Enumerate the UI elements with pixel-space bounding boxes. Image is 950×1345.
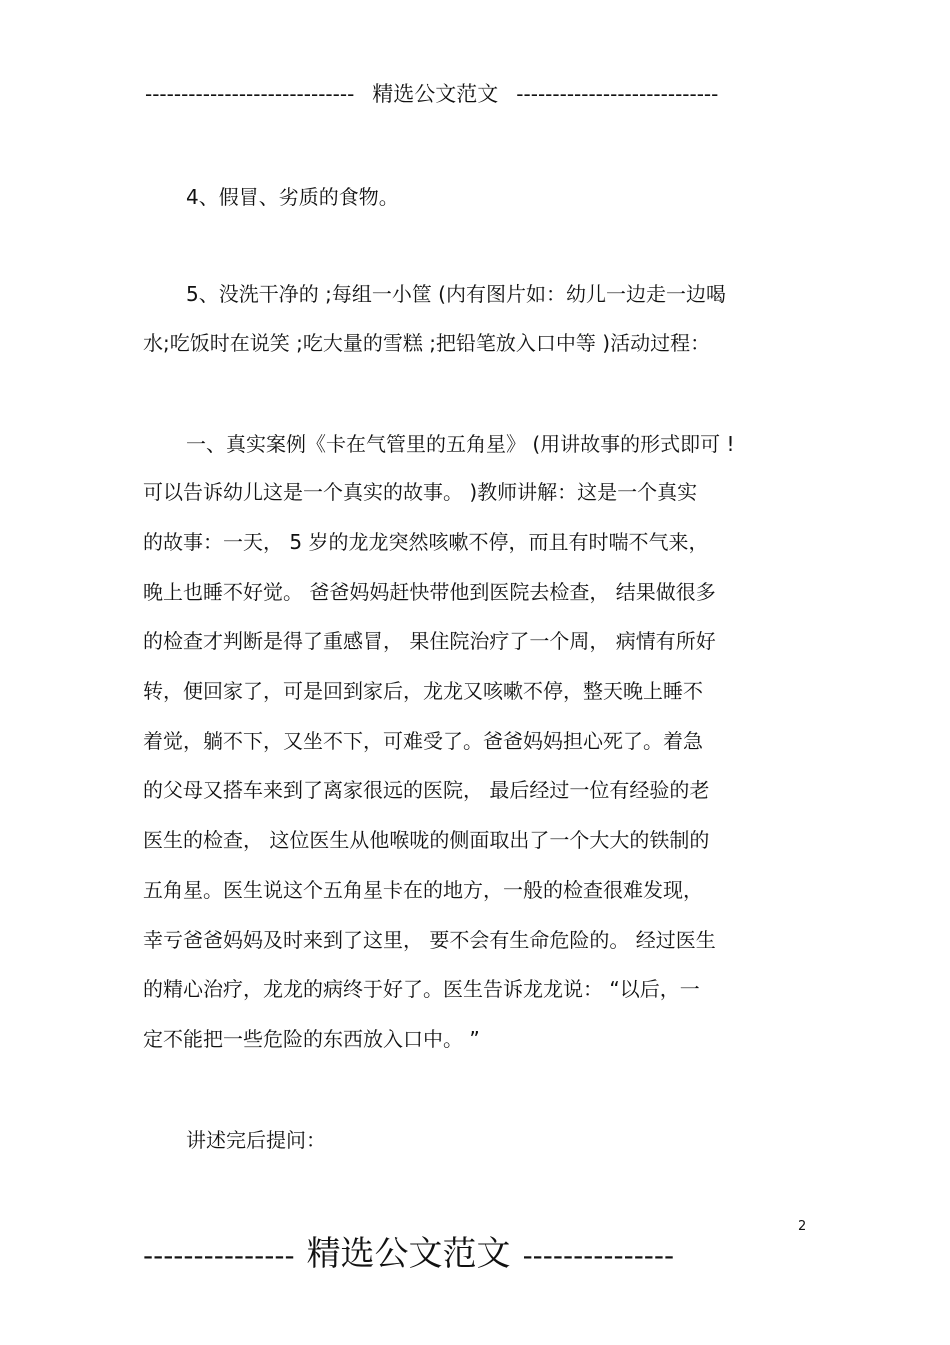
body-text-line: 转，便回家了，可是回到家后，龙龙又咳嗽不停，整天晚上睡不 [143,679,703,703]
body-text-line: 定不能把一些危险的东西放入口中。 ” [143,1027,480,1051]
header-dash-left: ----------------------------- [145,82,355,106]
page-footer [143,1226,674,1275]
body-text-line: 水;吃饭时在说笑 ;吃大量的雪糕 ;把铅笔放入口中等 )活动过程： [143,331,711,355]
body-text-line: 的父母又搭车来到了离家很远的医院， 最后经过一位有经验的老 [143,778,710,802]
body-text-line: 可以告诉幼儿这是一个真实的故事。 )教师讲解：这是一个真实 [143,480,698,504]
body-text-line: 的故事：一天， 5 岁的龙龙突然咳嗽不停，而且有时喘不气来， [143,530,709,554]
body-text-line: 着觉，躺不下，又坐不下，可难受了。爸爸妈妈担心死了。着急 [143,729,703,753]
body-text-line: 幸亏爸爸妈妈及时来到了这里， 要不会有生命危险的。 经过医生 [143,928,716,952]
header-title: 精选公文范文 [372,82,499,106]
body-text-line: 4、假冒、劣质的食物。 [186,185,399,209]
footer-title: 精选公文范文 [306,1234,511,1274]
body-text-line: 晚上也睡不好觉。 爸爸妈妈赶快带他到医院去检查， 结果做很多 [143,580,716,604]
body-text-line: 一、真实案例《卡在气管里的五角星》 (用讲故事的形式即可 ! [186,432,735,456]
footer-dash-right: --------------- [522,1239,675,1272]
header-dash-right: ---------------------------- [516,82,719,106]
body-text-line: 医生的检查， 这位医生从他喉咙的侧面取出了一个大大的铁制的 [143,828,710,852]
body-text-line: 讲述完后提问： [186,1128,326,1152]
body-text-line: 的检查才判断是得了重感冒， 果住院治疗了一个周， 病情有所好 [143,629,716,653]
footer-dash-left: --------------- [143,1239,295,1272]
body-text-line: 五角星。医生说这个五角星卡在的地方，一般的检查很难发现， [143,878,703,902]
page-header [145,78,718,108]
page-number: 2 [798,1219,807,1234]
body-text-line: 5、没洗干净的 ;每组一小筐 (内有图片如：幼儿一边走一边喝 [186,282,726,306]
body-text-line: 的精心治疗，龙龙的病终于好了。医生告诉龙龙说： “以后，一 [143,977,700,1001]
